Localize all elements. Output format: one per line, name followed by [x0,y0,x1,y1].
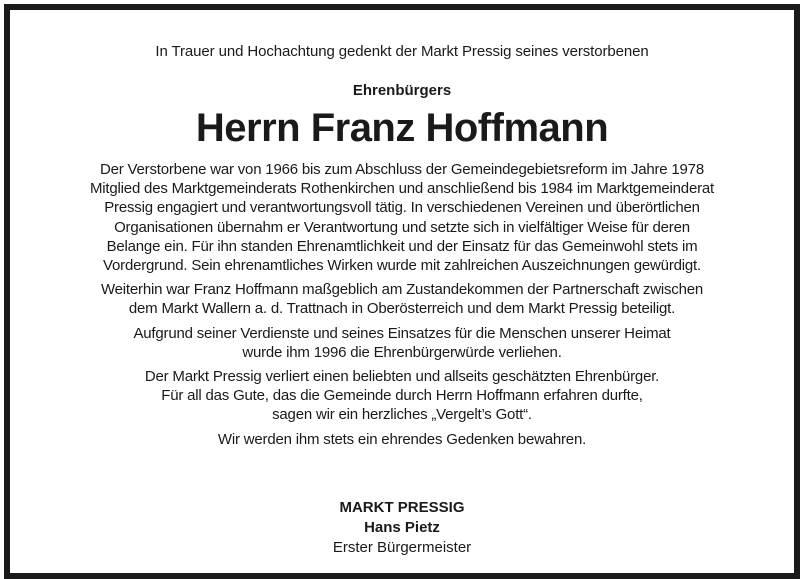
text-line: sagen wir ein herzliches „Vergelt’s Gott“. [272,406,532,424]
intro-line: In Trauer und Hochachtung gedenkt der Markt Pressig seines verstorbenen [155,43,649,60]
honorific-title: Ehrenbürgers [352,82,452,99]
paragraph-remembrance [10,430,794,449]
text-line: Der Markt Pressig verliert einen beliebten und allseits geschätzten Ehrenbürger. [144,368,660,386]
paragraph-career [10,160,794,275]
text-line: Organisationen übernahm er Verantwortung und setzte sich in vielfältiger Weise für deren [114,218,690,236]
text-line: dem Markt Wallern a. d. Trattnach in Oberösterreich und dem Markt Pressig beteiligt. [128,300,676,318]
paragraph-gratitude [10,367,794,425]
text-line: Vordergrund. Sein ehrenamtliches Wirken wurde mit zahlreichen Auszeichnungen gewürdigt. [103,257,701,275]
obituary-frame [4,4,800,579]
text-line: Pressig engagiert und verantwortungsvoll tätig. In verschiedenen Vereinen und überörtlichen [104,199,700,217]
paragraph-honorary-citizenship [10,324,794,362]
text-line: Mitglied des Marktgemeinderats Rothenkirchen und anschließend bis 1984 im Marktgemeinderat [90,180,714,198]
text-line: Der Verstorbene war von 1966 bis zum Abschluss der Gemeindegebietsreform im Jahre 1978 [100,161,704,178]
text-line: Für all das Gute, das die Gemeinde durch Herrn Hoffmann erfahren durfte, [161,387,643,405]
text-line: wurde ihm 1996 die Ehrenbürgerwürde verliehen. [242,343,562,361]
signature-title: Erster Bürgermeister [332,539,472,556]
signature-organization: MARKT PRESSIG [339,499,465,516]
deceased-name: Herrn Franz Hoffmann [195,106,609,150]
body-text [10,160,794,454]
text-line: Weiterhin war Franz Hoffmann maßgeblich am Zustandekommen der Partnerschaft zwischen [100,281,704,299]
text-line: Wir werden ihm stets ein ehrendes Gedenken bewahren. [217,430,587,448]
paragraph-partnership [10,280,794,318]
signature-person: Hans Pietz [364,519,440,536]
text-line: Aufgrund seiner Verdienste und seines Einsatzes für die Menschen unserer Heimat [133,324,671,342]
text-line: Belange ein. Für ihn standen Ehrenamtlichkeit und der Einsatz für das Gemeinwohl stets im [106,237,698,255]
